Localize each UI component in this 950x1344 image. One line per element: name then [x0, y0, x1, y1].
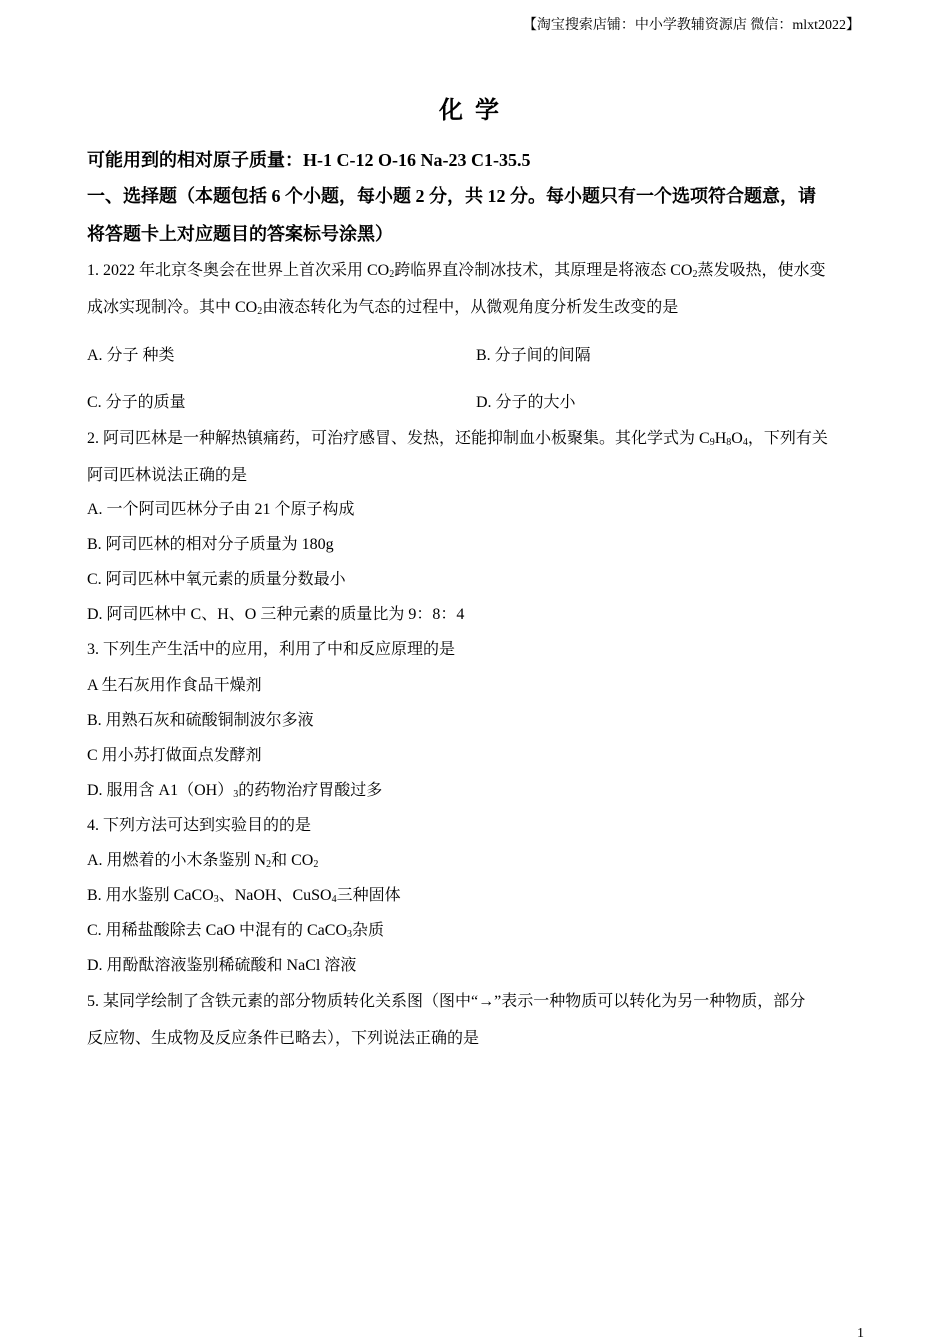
q1-option-d: D. 分子的大小: [476, 394, 576, 411]
q2-stem-line1: 2. 阿司匹林是一种解热镇痛药，可治疗感冒、发热，还能抑制血小板聚集。其化学式为 $C_9H_8O_4$，下列有关: [87, 430, 828, 448]
q3-option-b: B. 用熟石灰和硫酸铜制波尔多液: [87, 712, 314, 729]
q4-option-c: C. 用稀盐酸除去 CaO 中混有的 CaCO$_3$杂质: [87, 922, 385, 940]
q1-option-b: B. 分子间的间隔: [476, 347, 591, 364]
q1-option-c: C. 分子的质量: [87, 394, 186, 411]
q4-option-a: A. 用燃着的小木条鉴别 $N_2$和 $CO_2$: [87, 852, 319, 870]
q2-option-c: C. 阿司匹林中氧元素的质量分数最小: [87, 571, 346, 588]
q2-option-b: B. 阿司匹林的相对分子质量为 180g: [87, 536, 334, 553]
q5-stem-line2: 反应物、生成物及反应条件已略去），下列说法正确的是: [87, 1030, 480, 1047]
q1-option-a: A. 分子 种类: [87, 347, 175, 364]
q3-option-c: C 用小苏打做面点发酵剂: [87, 747, 262, 764]
shop-header-note: 【淘宝搜索店铺：中小学教辅资源店 微信：mlxt2022】: [522, 18, 860, 33]
q1-stem-line1: 1. 2022 年北京冬奥会在世界上首次采用 $CO_2$跨临界直冷制冰技术，其原理是将液态 $CO_2$蒸发吸热，使水变: [87, 262, 826, 280]
q4-stem: 4. 下列方法可达到实验目的的是: [87, 817, 312, 834]
page-title: 化学: [439, 98, 511, 124]
section-heading-line2: 将答题卡上对应题目的答案标号涂黑）: [87, 224, 393, 244]
q4-option-d: D. 用酚酞溶液鉴别稀硫酸和 NaCl 溶液: [87, 957, 357, 974]
q2-option-a: A. 一个阿司匹林分子由 21 个原子构成: [87, 501, 355, 518]
q4-option-b: B. 用水鉴别 CaCO$_3$、NaOH、CuSO$_4$三种固体: [87, 887, 401, 905]
q1-stem-line2: 成冰实现制冷。其中 $CO_2$由液态转化为气态的过程中，从微观角度分析发生改变的是: [87, 299, 679, 317]
atomic-masses-line: 可能用到的相对原子质量：H-1 C-12 O-16 Na-23 C1-35.5: [87, 150, 531, 170]
q5-stem-line1: 5. 某同学绘制了含铁元素的部分物质转化关系图（图中“→”表示一种物质可以转化为另一种物质，部分: [87, 993, 806, 1010]
section-heading-line1: 一、选择题（本题包括 6 个小题，每小题 2 分，共 12 分。每小题只有一个选项符合题意，请: [87, 186, 816, 206]
q3-stem: 3. 下列生产生活中的应用，利用了中和反应原理的是: [87, 641, 456, 658]
q2-option-d: D. 阿司匹林中 C、H、O 三种元素的质量比为 9：8：4: [87, 606, 465, 623]
q3-option-a: A 生石灰用作食品干燥剂: [87, 677, 262, 694]
page-number: 1: [857, 1326, 864, 1341]
q2-stem-line2: 阿司匹林说法正确的是: [87, 467, 248, 484]
q3-option-d: D. 服用含 $A1(OH)_3$的药物治疗胃酸过多: [87, 782, 383, 800]
